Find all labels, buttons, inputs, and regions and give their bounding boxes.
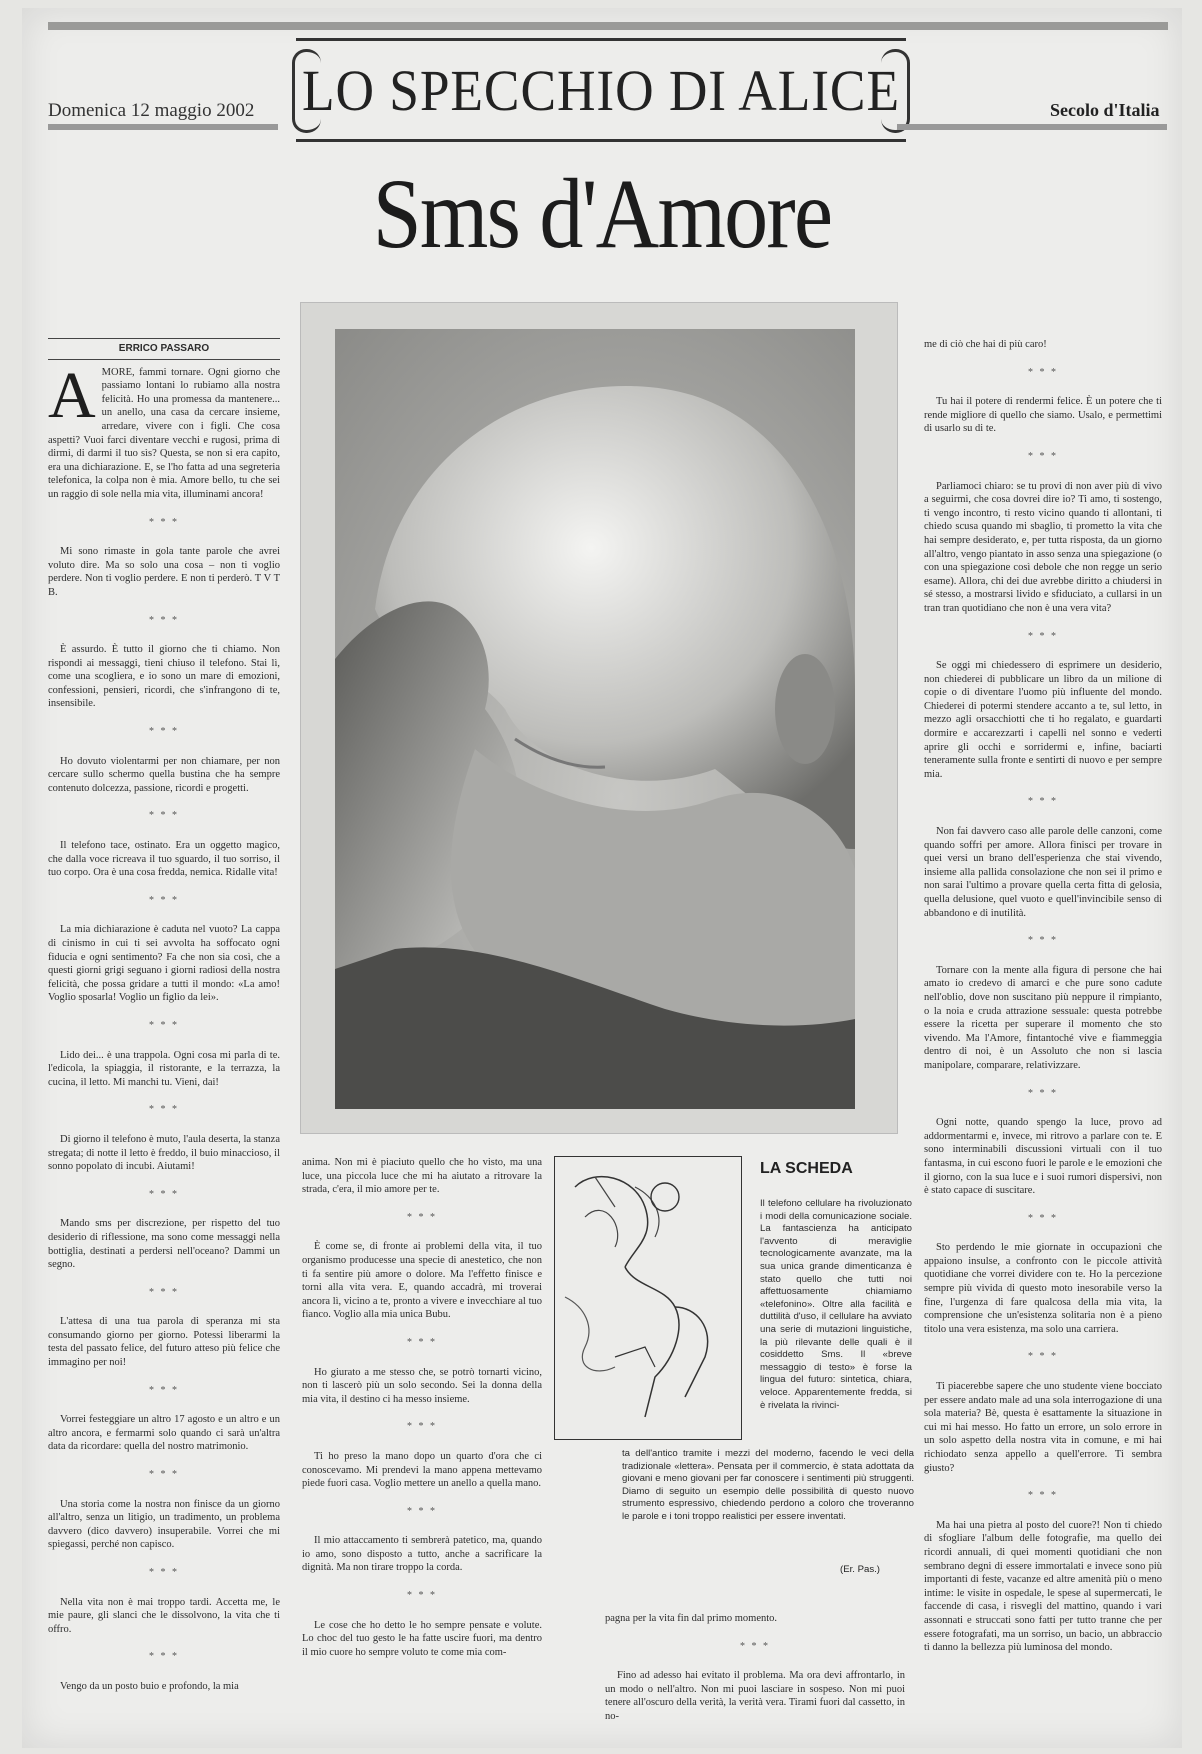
scheda-signature: (Er. Pas.): [840, 1564, 880, 1575]
paragraph: Lido dei... è una trappola. Ogni cosa mi parla di te. l'edicola, la spiaggia, il ristorante, e la terrazza, la cucina, il letto. Mi manchi tu. Vieni, dai!: [48, 1049, 280, 1088]
paragraph: Il telefono tace, ostinato. Era un oggetto magico, che dalla voce ricreava il tuo sguardo, il tuo sorriso, il tuo corpo. Ora è una cosa fredda, nemica. Ridalle vita!: [48, 840, 280, 879]
paragraph: Sto perdendo le mie giornate in occupazioni che appaiono insulse, a confronto con le piccole attività quotidiane che vorrei dividere con te. Ho la percezione sempre più vivida di questo moto inesorabile verso la fine, l'urgenza di fare qualcosa della mia vita, la comprensione che un'esistenza solitaria non è a pieno titolo una vera esistenza, ma solo una carriera.: [924, 1242, 1162, 1335]
separator: * * *: [149, 1567, 179, 1578]
separator: * * *: [149, 1188, 179, 1200]
article-column-4: [924, 338, 1162, 1738]
separator: * * *: [1028, 1087, 1058, 1099]
paragraph: anima. Non mi è piaciuto quello che ho visto, ma una luce, una piccola luce che mi ha aiutato a ritrovare la strada, c'era, il mio amore per te.: [302, 1157, 542, 1196]
separator: * * *: [149, 1384, 179, 1396]
scheda-illustration-box: [554, 1156, 742, 1440]
paragraph: Di giorno il telefono è muto, l'aula deserta, la stanza stregata; di notte il letto è freddo, il buio minaccioso, il sonno popolato di incubi. Aiutami!: [48, 1133, 280, 1173]
separator: * * *: [407, 1211, 437, 1223]
separator: * * *: [149, 516, 179, 528]
masthead-ornament-right: [881, 49, 910, 133]
separator: * * *: [1028, 1490, 1058, 1502]
article-column-3: [605, 1612, 905, 1742]
separator: * * *: [149, 1651, 179, 1663]
separator: * * *: [149, 1286, 179, 1298]
paragraph: L'attesa di una tua parola di speranza mi sta consumando giorno per giorno. Potessi liberarmi la testa del passato felice, del futuro atteso più felice che immagino per noi!: [48, 1316, 280, 1369]
paragraph: È come se, di fronte ai problemi della vita, il tuo organismo producesse una specie di anestetico, che non ti fa sentire più amore o dolore. Ma l'effetto finisce e torni alla vita vera. E, quando accadrà, mi troverai ancora lì, vicino a te, pronto a vivere e invecchiare al tuo fianco. Voglio alla mia unica Bubu.: [302, 1241, 542, 1321]
separator: * * *: [149, 1019, 179, 1031]
issue-date: Domenica 12 maggio 2002: [48, 100, 255, 121]
separator: * * *: [149, 726, 179, 738]
paragraph: Una storia come la nostra non finisce da un giorno all'altro, senza un litigio, un tradimento, un problema davvero (dico davvero) insuperabile. Vorrei che mi spiegassi, perché non capisco.: [48, 1498, 280, 1551]
scheda-text: Il telefono cellulare ha rivoluzionato i modi della comunicazione sociale. La fantascienza ha anticipato l'avvento di meraviglie tecnologicamente avanzate, ma la sua unica grande dimenticanza è stato quello che tutti noi affettuosamente chiamiamo «telefonino». Oltre alla facilità e duttilità d'uso, il cellulare ha avviato una serie di mutazioni linguistiche, la più rilevante delle quali è il cosiddetto Sms. Il «breve messaggio di testo» è forse la lingua del futuro: sintetica, chiara, veloce. Apparentemente fredda, si è rivelata la rivinci-: [760, 1198, 912, 1411]
paragraph: Tornare con la mente alla figura di persone che hai amato io credevo di amarci e che pure sono cadute nell'oblio, dove non suscitano più neppure il rimpianto, o la noia e cruda attrazione sessuale: questa potrebbe essere la ricetta per superare il momento che sto vivendo. Ma l'Amore, fintantoché vive e fiammeggia dentro di noi, è un Assoluto che non si lascia manipolare, comparare, relativizzare.: [924, 964, 1162, 1071]
paragraph: Ho dovuto violentarmi per non chiamare, per non cercare sullo schermo quella bustina che ha sempre contenuto dolcezza, passione, ricordi e progetti.: [48, 755, 280, 794]
paper-rule: [897, 124, 1167, 130]
separator: * * *: [407, 1421, 437, 1433]
paragraph: Mando sms per discrezione, per rispetto del tuo desiderio di riflessione, ma sono come messaggi nella bottiglia, destinati a perdersi nell'oceano? Dammi un segno.: [48, 1218, 280, 1271]
separator: * * *: [1028, 935, 1058, 947]
newspaper-page: [22, 8, 1182, 1748]
separator: * * *: [1028, 450, 1058, 462]
article-column-1: [48, 338, 280, 1738]
separator: * * *: [407, 1336, 437, 1348]
drop-cap: A: [48, 358, 96, 432]
masthead: [296, 38, 906, 142]
paragraph: Ti piacerebbe sapere che uno studente viene bocciato per essere andato male ad una sola interrogazione di una sola materia? Bè, questa è esattamente la situazione in cui mi hai messo. Ho fatto un errore, un solo errore in un solo aspetto della nostra vita in comune, e mi hai richiodato senza appello a quell'errore. Ti sembra giusto?: [924, 1381, 1162, 1474]
paragraph: Tu hai il potere di rendermi felice. È un potere che ti rende migliore di quello che siamo. Usalo, e permettimi di usarlo su di te.: [924, 396, 1162, 435]
date-rule: [48, 124, 278, 130]
paragraph: Nella vita non è mai troppo tardi. Accetta me, le mie paure, gli slanci che le dissolvono, la vita che ti offro.: [48, 1596, 280, 1635]
separator: * * *: [1028, 796, 1058, 808]
paragraph: Il mio attaccamento ti sembrerà patetico, ma, quando io amo, sono disposto a tutto, anche a sacrificare la dignità. Ma non tirare troppo la corda.: [302, 1535, 542, 1574]
byline: ERRICO PASSARO: [48, 338, 280, 360]
separator: * * *: [407, 1505, 437, 1517]
paragraph: La mia dichiarazione è caduta nel vuoto? La cappa di cinismo in cui ti sei avvolta ha soffocato ogni fiducia e ogni sentimento? Fa che non sia così, che a questi giorni grigi seguano i giorni radiosi della nostra felicità, che possa gridare a tutti il mondo: «La amo! Voglio sposarla! Voglio un figlio da lei».: [48, 924, 280, 1004]
paragraph: Fino ad adesso hai evitato il problema. Ma ora devi affrontarlo, in un modo o nell'altro. Non mi puoi lasciare in sospeso. Non mi puoi tenere all'oscuro della verità, la verità vera. Tirami fuori dal cassetto, in no-: [605, 1670, 905, 1722]
paragraph: Se oggi mi chiedessero di esprimere un desiderio, non chiederei di pubblicare un libro da un milione di copie o di diventare l'uomo più influente del mondo. Chiederei di potermi stendere accanto a te, sul letto, in mezzo agli orsacchiotti che ti ho regalato, e guardarti dormire e accarezzarti i capelli nel sonno e vederti aprire gli occhi e sorridermi e, infine, baciarti teneramente sulla fronte e sentirti di nuovo e per sempre mia.: [924, 660, 1162, 780]
paragraph: Ogni notte, quando spengo la luce, provo ad addormentarmi e, invece, mi ritrovo a parlare con te. E sono interminabili discussioni virtuali con il tuo fantasma, in cui escono fuori le parole e le emozioni che il giorno, con la sua luce e i suoi rumori dispersivi, non è stato capace di suscitare.: [924, 1117, 1162, 1197]
dancer-sketch: [555, 1157, 737, 1435]
top-rule: [48, 22, 1168, 30]
paragraph: Le cose che ho detto le ho sempre pensate e volute. Lo choc del tuo gesto le ha fatte uscire fuori, ma dentro il mio cuore ho sempre voluto te come mia com-: [302, 1619, 542, 1658]
paragraph: pagna per la vita fin dal primo momento.: [605, 1613, 778, 1624]
separator: * * *: [149, 614, 179, 626]
paragraph: Vorrei festeggiare un altro 17 agosto e un altro e un altro ancora, e fermarmi solo quando ci sarà un'altra data da ricordare: quella del nostro matrimonio.: [48, 1414, 280, 1453]
newspaper-name: Secolo d'Italia: [1050, 100, 1160, 120]
paragraph: Non fai davvero caso alle parole delle canzoni, come quando soffri per amore. Allora finisci per trovare in quei versi un brano dell'esperienza che stai vivendo, insieme alla pallida consolazione che non sei il primo e non sarai l'ultimo a provare quella certa fitta di gelosia, quella delusione, quel vuoto e quell'invincibile senso di abbandono e di inutilità.: [924, 826, 1162, 919]
separator: * * *: [407, 1590, 437, 1602]
paragraph: È assurdo. È tutto il giorno che ti chiamo. Non rispondi ai messaggi, tieni chiuso il telefono. Stai lì, come una scogliera, e io sono un mare di emozioni, confessioni, pensieri, ricordi, che s'infrangono di te, insensibile.: [48, 644, 280, 710]
separator: * * *: [149, 894, 179, 906]
article-column-2: [302, 1156, 542, 1738]
separator: * * *: [149, 810, 179, 822]
separator: * * *: [1028, 630, 1058, 642]
separator: * * *: [740, 1640, 770, 1652]
paragraph: Vengo da un posto buio e profondo, la mia: [60, 1680, 239, 1692]
paragraph: me di ciò che hai di più caro!: [924, 339, 1047, 350]
paragraph: Mi sono rimaste in gola tante parole che avrei voluto dire. Ma so solo una cosa – non ti voglio perdere. Non ti voglio perdere. E non ti perderò. T V T B.: [48, 546, 280, 598]
paragraph: Ti ho preso la mano dopo un quarto d'ora che ci conoscevamo. Mi prendevi la mano appena mettevamo piede fuori casa. Voglio mettere un anello a quella mano.: [302, 1450, 542, 1490]
paragraph: Ma hai una pietra al posto del cuore?! Non ti chiedo di sfogliare l'album delle fotografie, ma quello dei ricordi annuali, di quei momenti quotidiani che non sembrano degni di essere immortalati e invece sono più importanti di feste, vacanze ed altre amenità più o meno intime: le visite in ospedale, le spese al supermercati, le faccende di casa, i risvegli del mattino, quando i vari assonnati e struccati sono fatti per tutto tranne che per essere fotografati, ma un sorriso, un bacio, un abbraccio ti danno la bellezza più luminosa del mondo.: [924, 1519, 1162, 1654]
separator: * * *: [149, 1469, 179, 1481]
scheda-text-continued: ta dell'antico tramite i mezzi del moderno, facendo le veci della tradizionale «lettera». Pensata per il commercio, è stata adottata da giovani e meno giovani per far conoscere i sentimenti più struggenti. Diamo di seguito un esempio delle possibilità di questo nuovo strumento espressivo, chiedendo perdono a coloro che troveranno le parole e i toni troppo realistici per essere inventati.: [622, 1448, 914, 1522]
paragraph: AMORE, fammi tornare. Ogni giorno che passiamo lontani lo rubiamo alla nostra felicità. Ho una promessa da mantenere... un anello, una casa da cercare insieme, arredare, vivere con i figli. Che cosa aspetti? Vuoi farci diventare vecchi e rugosi, prima di dirmi, di darmi il tuo sìs? Questa, se non si era capito, era una dichiarazione. E, se l'ho fatta ad una segreteria telefonica, la colpa non è mia. Amore bello, tu che sei un raggio di sole nella mia vita, illuminami ancora!: [48, 358, 280, 500]
separator: * * *: [1028, 1212, 1058, 1224]
paragraph: Parliamoci chiaro: se tu provi di non aver più di vivo a seguirmi, che cosa dovrei dire io? Ti amo, ti sostengo, ti vengo incontro, ti resto vicino quando ti allontani, ti chiedo scusa quando mi sbaglio, ti prometto la vita che hai sempre desiderato, e, per tutta risposta, da un giorno all'altro, vengo piantato in asso senza una spiegazione (o con una spiegazione così debole che non regge un serio esame). Allora, chi dei due avrebbe diritto a chiudersi in sé stesso, a mostrarsi livido e sfiduciato, a cullarsi in un tran tran quotidiano che non è una vera vita?: [924, 480, 1162, 614]
separator: * * *: [1028, 366, 1058, 378]
separator: * * *: [149, 1104, 179, 1116]
separator: * * *: [1028, 1351, 1058, 1363]
photo-illustration: [335, 329, 855, 1109]
scheda-title: LA SCHEDA: [760, 1160, 853, 1177]
paragraph: Ho giurato a me stesso che, se potrò tornarti vicino, non ti lascerò più un solo secondo. Sei la donna della mia vita, il destino ci ha messo insieme.: [302, 1366, 542, 1405]
photo-head-in-hand: [300, 302, 898, 1134]
headline: Sms d'Amore: [372, 158, 832, 269]
masthead-title: LO SPECCHIO DI ALICE: [302, 57, 900, 123]
